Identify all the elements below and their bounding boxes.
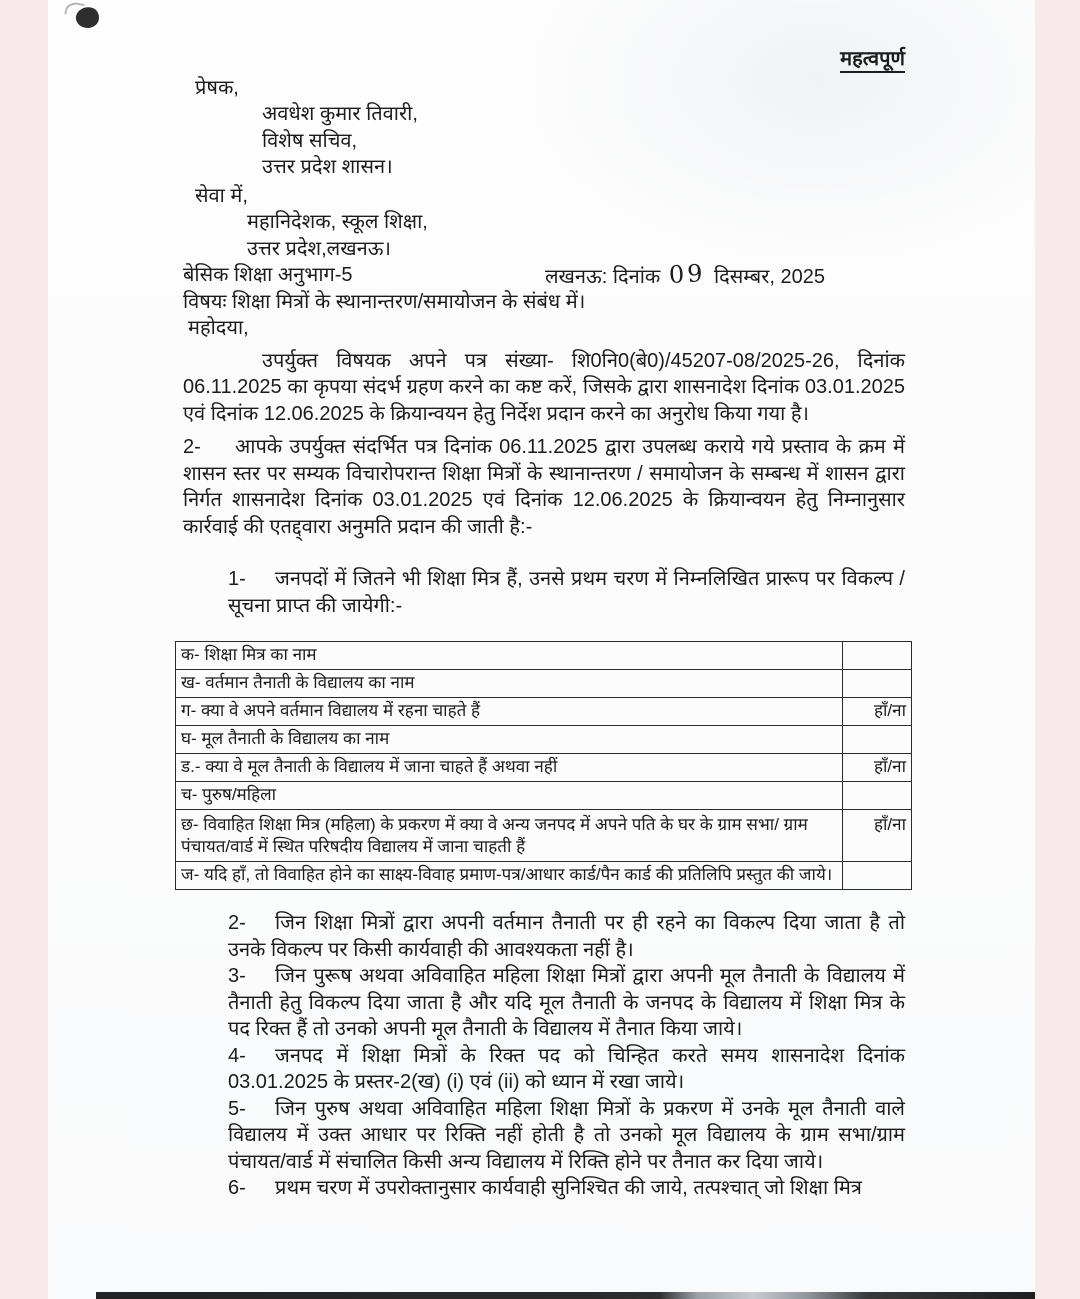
place-date-suffix: दिसम्बर, 2025 [713, 266, 825, 288]
place-date [545, 259, 825, 291]
list-item-1 [228, 566, 905, 619]
table-row [176, 698, 912, 726]
table-row-label: ड.- क्या वे मूल तैनाती के विद्यालय में जाना चाहते हैं अथवा नहीं [176, 754, 843, 782]
list-item-4 [228, 1043, 905, 1096]
ink-blot-mark [74, 5, 101, 30]
numbered-items-top [228, 566, 905, 619]
sender-label: प्रेषक, [195, 76, 239, 99]
list-item-3-text: जिन पुरूष अथवा अविवाहित महिला शिक्षा मित्रों द्वारा अपनी मूल तैनाती के विद्यालय में तैनाती हेतु विकल्प दिया जाता है और यदि मूल तैनाती के जनपद के विद्यालय में शिक्षा मित्र के पद रिक्त हैं तो उनको अपनी मूल तैनाती के विद्यालय में तैनात किया जाये। [228, 965, 905, 1040]
list-item-3 [228, 963, 905, 1043]
paragraph-1: उपर्युक्त विषयक अपने पत्र संख्या- शि0नि0(बे0)/45207-08/2025-26, दिनांक 06.11.2025 का कृपया संदर्भ ग्रहण करने का कष्ट करें, जिसके द्वारा शासनादेश दिनांक 03.01.2025 एवं दिनांक 12.06.2025 के क्रियान्वयन हेतु निर्देश प्रदान करने का अनुरोध किया गया है। [183, 349, 905, 425]
place-date-prefix: लखनऊ: दिनांक [545, 266, 661, 288]
subject-line: विषयः शिक्षा मित्रों के स्थानान्तरण/समायोजन के संबंध में। [183, 290, 586, 313]
table-row-label: ज- यदि हाँ, तो विवाहित होने का साक्ष्य-विवाह प्रमाण-पत्र/आधार कार्ड/पैन कार्ड की प्रतिलिपि प्रस्तुत की जाये। [176, 862, 843, 890]
section-date-line [183, 259, 905, 289]
importance-heading [183, 46, 905, 73]
letter-page [48, 0, 1035, 1299]
list-item-1-text: जनपदों में जितने भी शिक्षा मित्र हैं, उनसे प्रथम चरण में निम्नलिखित प्रारूप पर विकल्प / सूचना प्राप्त की जायेगी:- [228, 568, 905, 617]
sender-block [262, 101, 905, 181]
table-row-value [843, 670, 912, 698]
list-item-1-number: 1- [228, 568, 246, 590]
list-item-2-number: 2- [228, 912, 246, 934]
paragraph-2-text: आपके उपर्युक्त संदर्भित पत्र दिनांक 06.11.2025 द्वारा उपलब्ध कराये गये प्रस्ताव के क्रम में शासन स्तर पर सम्यक विचारोपरान्त शिक्षा मित्रों के स्थानान्तरण / समायोजन के सम्बन्ध में शासन द्वारा निर्गत शासनादेश दिनांक 03.01.2025 एवं दिनांक 12.06.2025 के क्रियान्वयन हेतु निम्नानुसार कार्रवाई की एतद्द्वारा अनुमति प्रदान की जाती है:- [183, 436, 905, 538]
table-row-value [843, 642, 912, 670]
table-row-value: हाँ/ना [843, 754, 912, 782]
list-item-4-text: जनपद में शिक्षा मित्रों के रिक्त पद को चिन्हित करते समय शासनादेश दिनांक 03.01.2025 के प्रस्तर-2(ख) (i) एवं (ii) को ध्यान में रखा जाये। [228, 1044, 905, 1093]
list-item-2-text: जिन शिक्षा मित्रों द्वारा अपनी वर्तमान तैनाती पर ही रहने का विकल्प दिया जाता है तो उनके विकल्प पर किसी कार्यवाही की आवश्यकता नहीं है। [228, 912, 905, 961]
table-row-label: ग- क्या वे अपने वर्तमान विद्यालय में रहना चाहते हैं [176, 698, 843, 726]
table-row [176, 862, 912, 890]
recipient-block [247, 209, 905, 262]
table-row [176, 782, 912, 810]
recipient-name: महानिदेशक, स्कूल शिक्षा, [247, 211, 428, 233]
table-row-label: घ- मूल तैनाती के विद्यालय का नाम [176, 726, 843, 754]
table-row-label: क- शिक्षा मित्र का नाम [176, 642, 843, 670]
recipient-label: सेवा में, [195, 184, 248, 207]
list-item-5-number: 5- [228, 1097, 246, 1120]
table-row-value [843, 726, 912, 754]
recipient-address: उत्तर प्रदेश,लखनऊ। [247, 237, 391, 260]
importance-heading-text: महत्वपूर्ण [840, 48, 905, 73]
table-row-label: च- पुरुष/महिला [176, 782, 843, 810]
list-item-6-text: प्रथम चरण में उपरोक्तानुसार कार्यवाही सुनिश्चित की जाये, तत्पश्चात् जो शिक्षा मित्र [275, 1177, 862, 1199]
table-row [176, 726, 912, 754]
list-item-5-text: जिन पुरुष अथवा अविवाहित महिला शिक्षा मित्रों के प्रकरण में उनके मूल तैनाती वाले विद्यालय में उक्त आधार पर रिक्ति नहीं होती है तो उनको मूल विद्यालय के ग्राम सभा/ग्राम पंचायत/वार्ड में संचालित किसी अन्य विद्यालय में रिक्ति होने पर तैनात कर दिया जाये। [228, 1097, 905, 1173]
list-item-4-number: 4- [228, 1044, 246, 1067]
salutation: महोदया, [188, 317, 249, 339]
list-item-6 [228, 1175, 905, 1202]
table-row-label: ख- वर्तमान तैनाती के विद्यालय का नाम [176, 670, 843, 698]
table-row [176, 754, 912, 782]
option-form-table [175, 641, 912, 890]
table-row-value: हाँ/ना [843, 810, 912, 862]
list-item-3-number: 3- [228, 965, 246, 987]
paragraph-2-number: 2- [183, 436, 201, 458]
scan-edge-bar [96, 1292, 1035, 1299]
handwritten-date: 09 [668, 259, 707, 289]
table-row [176, 670, 912, 698]
list-item-2 [228, 910, 905, 963]
list-item-6-number: 6- [228, 1177, 246, 1199]
list-item-5 [228, 1096, 905, 1176]
sender-organization: उत्तर प्रदेश शासन। [262, 156, 393, 178]
table-row-value [843, 862, 912, 890]
table-row-value: हाँ/ना [843, 698, 912, 726]
sender-designation: विशेष सचिव, [262, 129, 358, 152]
table-row-value [843, 782, 912, 810]
numbered-items-bottom [228, 910, 905, 1202]
table-row [176, 642, 912, 670]
table-row [176, 810, 912, 862]
sender-name: अवधेश कुमार तिवारी, [262, 103, 418, 125]
table-row-label: छ- विवाहित शिक्षा मित्र (महिला) के प्रकरण में क्या वे अन्य जनपद में अपने पति के घर के ग्राम सभा/ ग्राम पंचायत/वार्ड में स्थित परिषदीय विद्यालय में जाना चाहती हैं [176, 810, 843, 862]
paragraph-2 [183, 434, 905, 540]
letter-content [183, 0, 905, 1202]
section-name: बेसिक शिक्षा अनुभाग-5 [183, 264, 353, 286]
